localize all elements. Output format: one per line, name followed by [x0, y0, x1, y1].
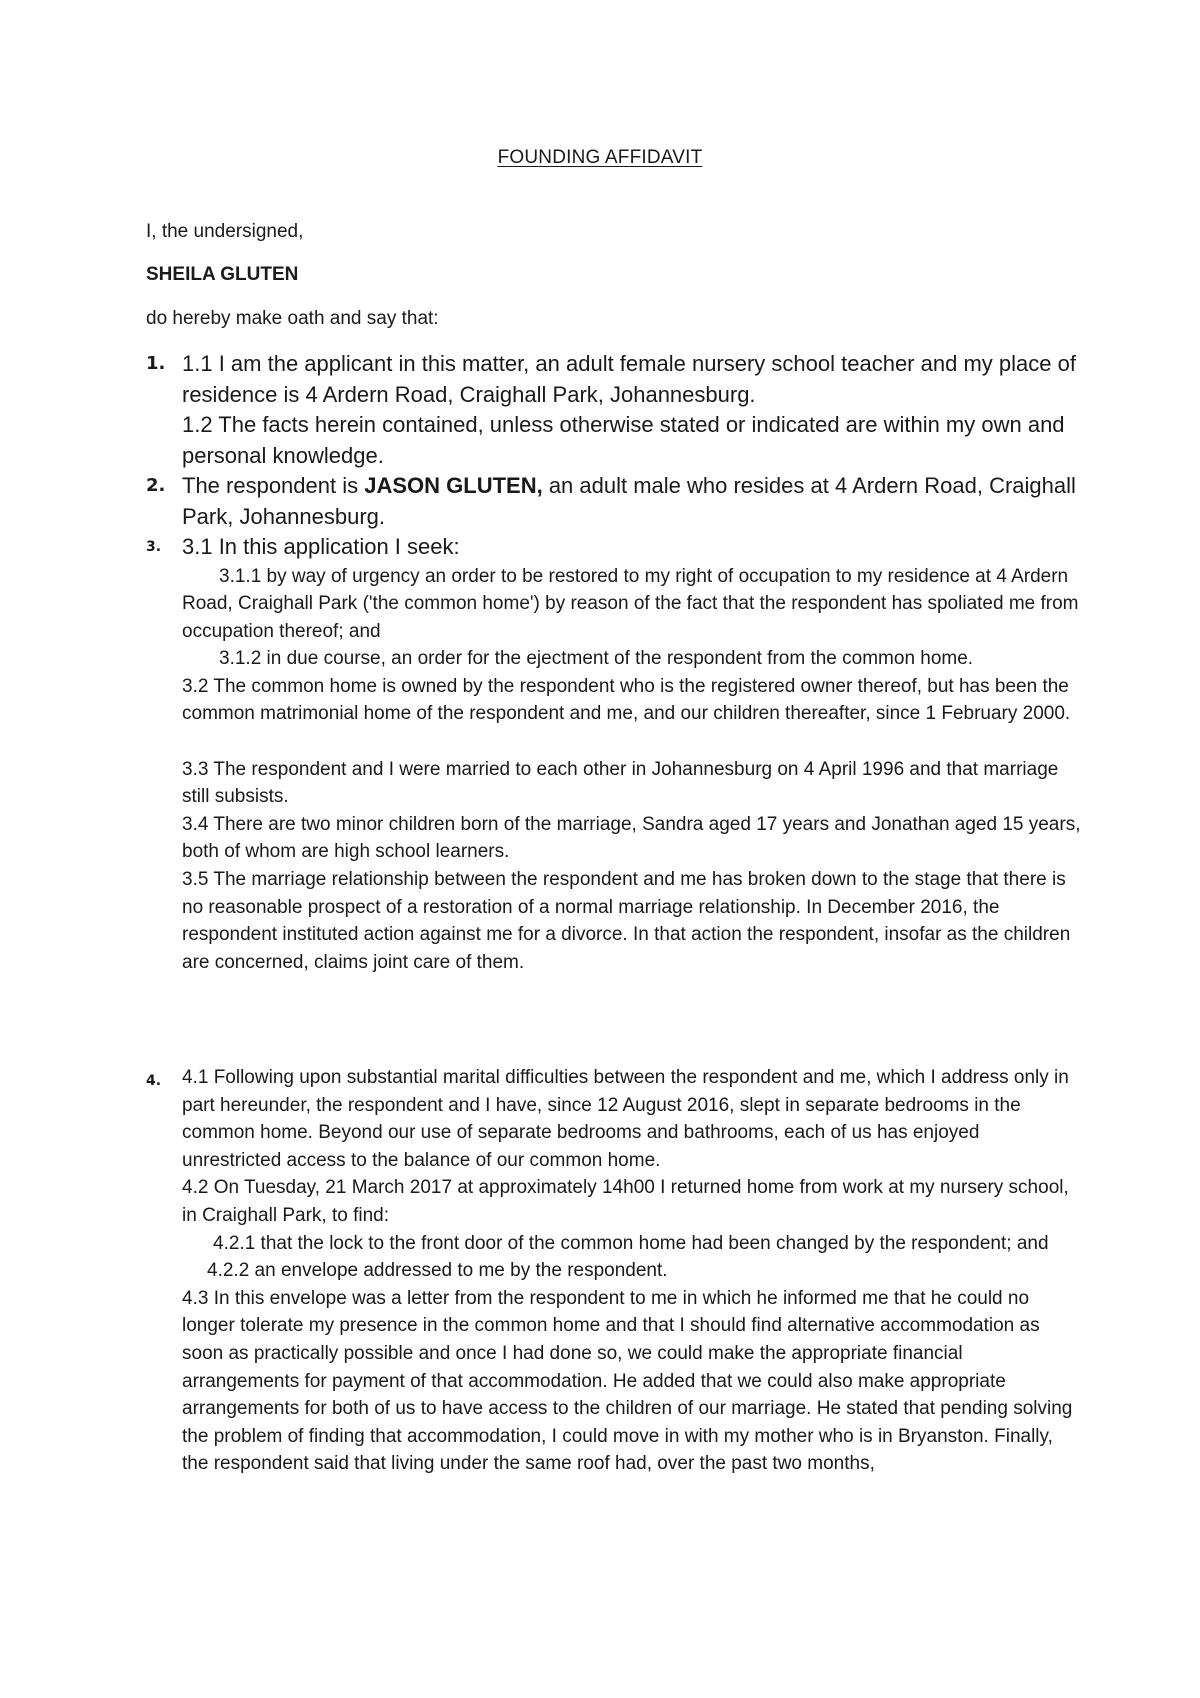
paragraph-3-2: 3.2 The common home is owned by the respondent who is the registered owner thereof, but has been the common matrimonial home of the respondent and me, and our children thereafter, since 1 February 2000. — [182, 675, 1071, 725]
paragraph-1-2: 1.2 The facts herein contained, unless otherwise stated or indicated are within my own and personal knowledge. — [182, 412, 1065, 468]
paragraph-4-2: 4.2 On Tuesday, 21 March 2017 at approximately 14h00 I returned home from work at my nursery school, in Craighall Park, to find: — [182, 1177, 1069, 1226]
document-title: FOUNDING AFFIDAVIT — [497, 147, 703, 168]
blank-line — [182, 728, 1082, 756]
paragraph-4-3: 4.3 In this envelope was a letter from the respondent to me in which he informed me that he could no longer tolerate my presence in the common home and that I should find alternative accommodation as soon as practically possible and once I had done so, we could make the appropriate financial arrangements for payment of that accommodation. He added that we could also make appropriate arrangements for both of us to have access to the children of our marriage. He stated that pending solving the problem of finding that accommodation, I could move in with my mother who is in Bryanston. Finally, the respondent said that living under the same roof had, over the past two months, — [182, 1287, 1073, 1475]
paragraph-2-before: The respondent is — [182, 473, 365, 498]
paragraph-2-after: an adult male who resides at 4 Ardern Road, Craighall Park, Johannesburg. — [182, 473, 1076, 529]
paragraph-3-number: 3. — [146, 539, 162, 555]
paragraph-3-5: 3.5 The marriage relationship between the respondent and me has broken down to the stage that there is no reasonable prospect of a restoration of a normal marriage relationship. In December 2016, the respondent instituted action against me for a divorce. In that action the respondent, insofar as the children are concerned, claims joint care of them. — [182, 869, 1071, 973]
paragraph-4-number: 4. — [146, 1073, 162, 1089]
intro-line: I, the undersigned, — [146, 221, 304, 242]
paragraph-1-number: 1. — [146, 353, 166, 374]
deponent-name: SHEILA GLUTEN — [146, 264, 299, 285]
paragraph-3 — [182, 532, 1082, 976]
paragraph-2 — [182, 471, 1082, 532]
respondent-name: JASON GLUTEN, — [364, 473, 543, 498]
paragraph-4-2-1: 4.2.1 that the lock to the front door of the common home had been changed by the respondent; and — [213, 1232, 1049, 1254]
paragraph-3-4: 3.4 There are two minor children born of the marriage, Sandra aged 17 years and Jonathan aged 15 years, both of whom are high school learners. — [182, 813, 1081, 863]
paragraph-1 — [182, 349, 1082, 471]
paragraph-3-3: 3.3 The respondent and I were married to each other in Johannesburg on 4 April 1996 and that marriage still subsists. — [182, 758, 1059, 808]
paragraph-2-number: 2. — [146, 475, 166, 496]
paragraph-1-1: 1.1 I am the applicant in this matter, an adult female nursery school teacher and my place of residence is 4 Ardern Road, Craighall Park, Johannesburg. — [182, 351, 1076, 407]
paragraph-4 — [182, 1064, 1082, 1478]
paragraph-4-1: 4.1 Following upon substantial marital difficulties between the respondent and me, which I address only in part hereunder, the respondent and I have, since 12 August 2016, slept in separate bedrooms in the common home. Beyond our use of separate bedrooms and bathrooms, each of us has enjoyed unrestricted access to the balance of our common home. — [182, 1067, 1069, 1171]
paragraph-3-1-2: 3.1.2 in due course, an order for the ejectment of the respondent from the common home. — [219, 648, 974, 670]
paragraph-3-1-1: 3.1.1 by way of urgency an order to be restored to my right of occupation to my residence at 4 Ardern Road, Craighall Park ('the common home') by reason of the fact that the respondent has spoliated me from occupation thereof; and — [182, 565, 1079, 642]
oath-line: do hereby make oath and say that: — [146, 308, 439, 329]
paragraph-4-2-2: 4.2.2 an envelope addressed to me by the respondent. — [207, 1260, 668, 1282]
paragraph-3-1: 3.1 In this application I seek: — [182, 534, 460, 559]
